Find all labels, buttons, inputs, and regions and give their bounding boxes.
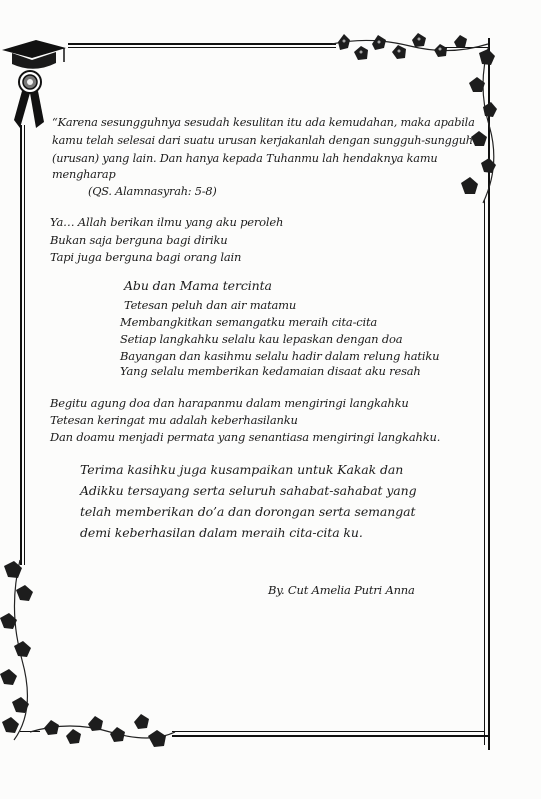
- quote-line: “Karena sesungguhnya sesudah kesulitan itu ada kemudahan, maka apabila: [52, 116, 475, 129]
- parents-line: Setiap langkahku selalu kau lepaskan dengan doa: [120, 332, 403, 346]
- prayer-line: Bukan saja berguna bagi diriku: [50, 233, 228, 247]
- parents-title: Abu dan Mama tercinta: [124, 278, 272, 293]
- parents-line: Bayangan dan kasihmu selalu hadir dalam relung hatiku: [120, 349, 440, 363]
- quote-line: mengharap: [52, 168, 116, 181]
- thanks-line: Terima kasihku juga kusampaikan untuk Kakak dan: [80, 462, 404, 477]
- quote-line: kamu telah selesai dari suatu urusan kerjakanlah dengan sungguh-sungguh: [52, 134, 473, 147]
- prayer-line: Tapi juga berguna bagi orang lain: [50, 250, 242, 264]
- thanks-line: demi keberhasilan dalam meraih cita-cita ku.: [80, 525, 363, 540]
- quote-source: (QS. Alamnasyrah: 5-8): [88, 185, 217, 198]
- gratitude-line: Tetesan keringat mu adalah keberhasilanku: [50, 413, 298, 427]
- parents-line: Yang selalu memberikan kedamaian disaat aku resah: [120, 364, 421, 378]
- parents-line: Tetesan peluh dan air matamu: [124, 298, 297, 312]
- signature: By. Cut Amelia Putri Anna: [268, 583, 415, 597]
- gratitude-line: Dan doamu menjadi permata yang senantiasa mengiringi langkahku.: [50, 430, 441, 444]
- prayer-line: Ya… Allah berikan ilmu yang aku peroleh: [50, 215, 284, 229]
- thanks-line: telah memberikan do’a dan dorongan serta semangat: [80, 504, 416, 519]
- quote-line: (urusan) yang lain. Dan hanya kepada Tuhanmu lah hendaknya kamu: [52, 152, 438, 165]
- gratitude-line: Begitu agung doa dan harapanmu dalam mengiringi langkahku: [50, 396, 409, 410]
- parents-line: Membangkitkan semangatku meraih cita-cita: [120, 315, 378, 329]
- thanks-line: Adikku tersayang serta seluruh sahabat-sahabat yang: [80, 483, 417, 498]
